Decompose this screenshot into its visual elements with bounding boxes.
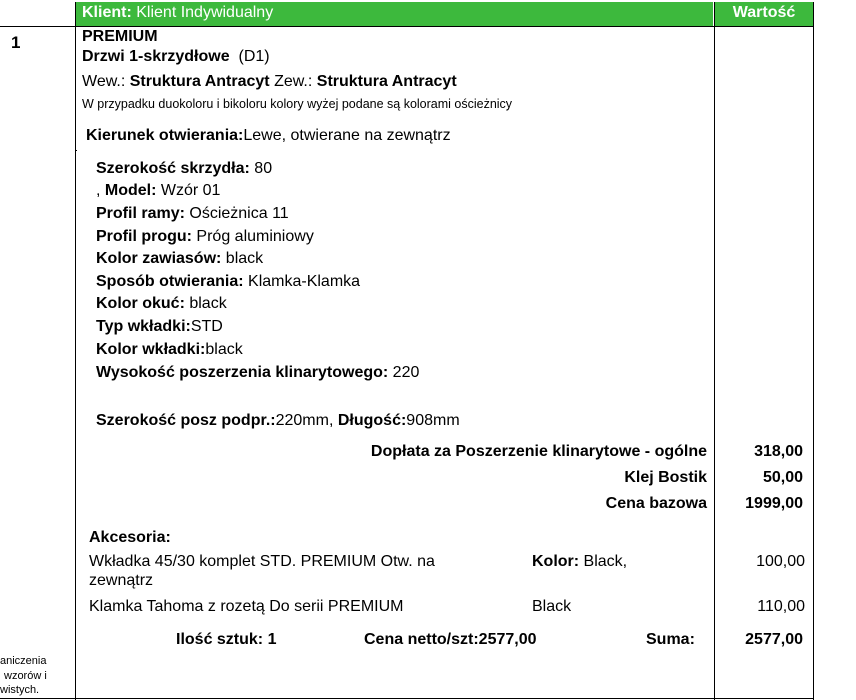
spec-value: STD: [190, 318, 223, 335]
inside-color-value: Struktura Antracyt: [129, 73, 270, 90]
spec-label: Kolor wkładki:: [96, 341, 206, 358]
spec-label: Szerokość skrzydła:: [96, 160, 250, 177]
sum-label: Suma:: [646, 631, 695, 648]
spec-label: Kolor okuć:: [96, 295, 185, 312]
left-note-fragment: aniczenia: [0, 655, 47, 667]
client-label: Klient:: [82, 4, 132, 21]
spec-value: Klamka-Klamka: [243, 273, 361, 290]
spec-value: black: [184, 295, 227, 312]
spec-row: [96, 250, 263, 268]
outside-color-label: Zew.:: [274, 73, 313, 90]
spec-value: Ościeżnica 11: [184, 205, 289, 222]
opening-direction-label: Kierunek otwierania:: [86, 127, 244, 144]
spec-value: black: [205, 341, 243, 358]
accessory-value: 100,00: [756, 553, 805, 570]
spec-row: [96, 182, 220, 200]
spec-label: Profil progu:: [96, 228, 192, 245]
value-column-heading: Wartość: [732, 4, 796, 21]
extension-width-value: 220mm,: [275, 412, 334, 429]
spec-label: Sposób otwierania:: [96, 273, 244, 290]
spec-row: [96, 273, 360, 291]
product-name: Drzwi 1-skrzydłowe: [82, 48, 230, 65]
spec-row: [96, 364, 419, 382]
colors-line: [82, 73, 457, 91]
spec-prefix: ,: [96, 182, 105, 199]
accessories-title: Akcesoria:: [89, 529, 171, 546]
spec-label: Profil ramy:: [96, 205, 185, 222]
accessory-color-value: Black,: [579, 553, 628, 570]
inside-color-label: Wew.:: [82, 73, 126, 90]
accessory-color-label: Kolor:: [532, 553, 580, 570]
spec-label: Wysokość poszerzenia klinarytowego:: [96, 364, 389, 381]
accessory-name: Klamka Tahoma z rozetą Do serii PREMIUM: [89, 598, 404, 615]
product-line: PREMIUM: [82, 28, 158, 45]
spec-value: Próg aluminiowy: [191, 228, 314, 245]
table-bottom-line: [0, 698, 814, 699]
left-note-fragment: wistych.: [0, 684, 40, 696]
price-line-label: Dopłata za Poszerzenie klinarytowe - ogólne: [370, 443, 707, 460]
price-line-label: Klej Bostik: [624, 469, 707, 486]
header-left-cell: [0, 0, 74, 26]
price-line-value: 318,00: [754, 443, 803, 460]
extension-length-label: Długość:: [337, 412, 407, 429]
product-title: [82, 48, 270, 66]
accessory-color-value: Black: [532, 598, 572, 615]
header-divider: [0, 26, 814, 27]
extension-dimensions: [96, 412, 460, 430]
table-border-right: [813, 2, 814, 700]
table-border-left: [75, 2, 76, 700]
net-price-per-unit: Cena netto/szt:2577,00: [364, 631, 537, 648]
spec-row: [96, 318, 223, 336]
spec-label: Typ wkładki:: [96, 318, 191, 335]
accessory-name: Wkładka 45/30 komplet STD. PREMIUM Otw. na: [89, 553, 435, 570]
spec-value: 80: [249, 160, 273, 177]
product-code: (D1): [238, 48, 270, 65]
table-border-mid: [714, 2, 715, 700]
spec-row: [96, 160, 272, 178]
spec-value: 220: [388, 364, 420, 381]
spacer: [76, 150, 77, 151]
price-line-value: 1999,00: [745, 495, 803, 512]
accessory-color: [532, 598, 571, 616]
sum-value: 2577,00: [745, 631, 803, 648]
client-value: Klient Indywidualny: [136, 4, 274, 21]
spec-row: [96, 295, 227, 313]
opening-direction-value: Lewe, otwierane na zewnątrz: [243, 127, 451, 144]
extension-length-value: 908mm: [406, 412, 460, 429]
left-note-fragment: wzorów i: [4, 670, 47, 682]
spec-row: [96, 228, 314, 246]
accessory-name-cont: zewnątrz: [89, 572, 154, 589]
quantity: Ilość sztuk: 1: [176, 631, 277, 648]
price-line-value: 50,00: [762, 469, 803, 486]
item-number: 1: [11, 33, 21, 52]
accessory-value: 110,00: [757, 598, 805, 615]
price-line-label: Cena bazowa: [605, 495, 707, 512]
accessory-color: [532, 553, 627, 571]
spec-row: [96, 341, 243, 359]
spec-row: [96, 205, 289, 223]
client-heading: [82, 4, 273, 22]
spec-value: black: [221, 250, 264, 267]
opening-direction: [86, 127, 451, 145]
extension-width-label: Szerokość posz podpr.:: [96, 412, 276, 429]
color-note: W przypadku duokoloru i bikoloru kolory wyżej podane są kolorami ościeżnicy: [82, 97, 513, 111]
spec-label: Model:: [104, 182, 157, 199]
spec-label: Kolor zawiasów:: [96, 250, 222, 267]
outside-color-value: Struktura Antracyt: [316, 73, 457, 90]
spec-value: Wzór 01: [156, 182, 221, 199]
